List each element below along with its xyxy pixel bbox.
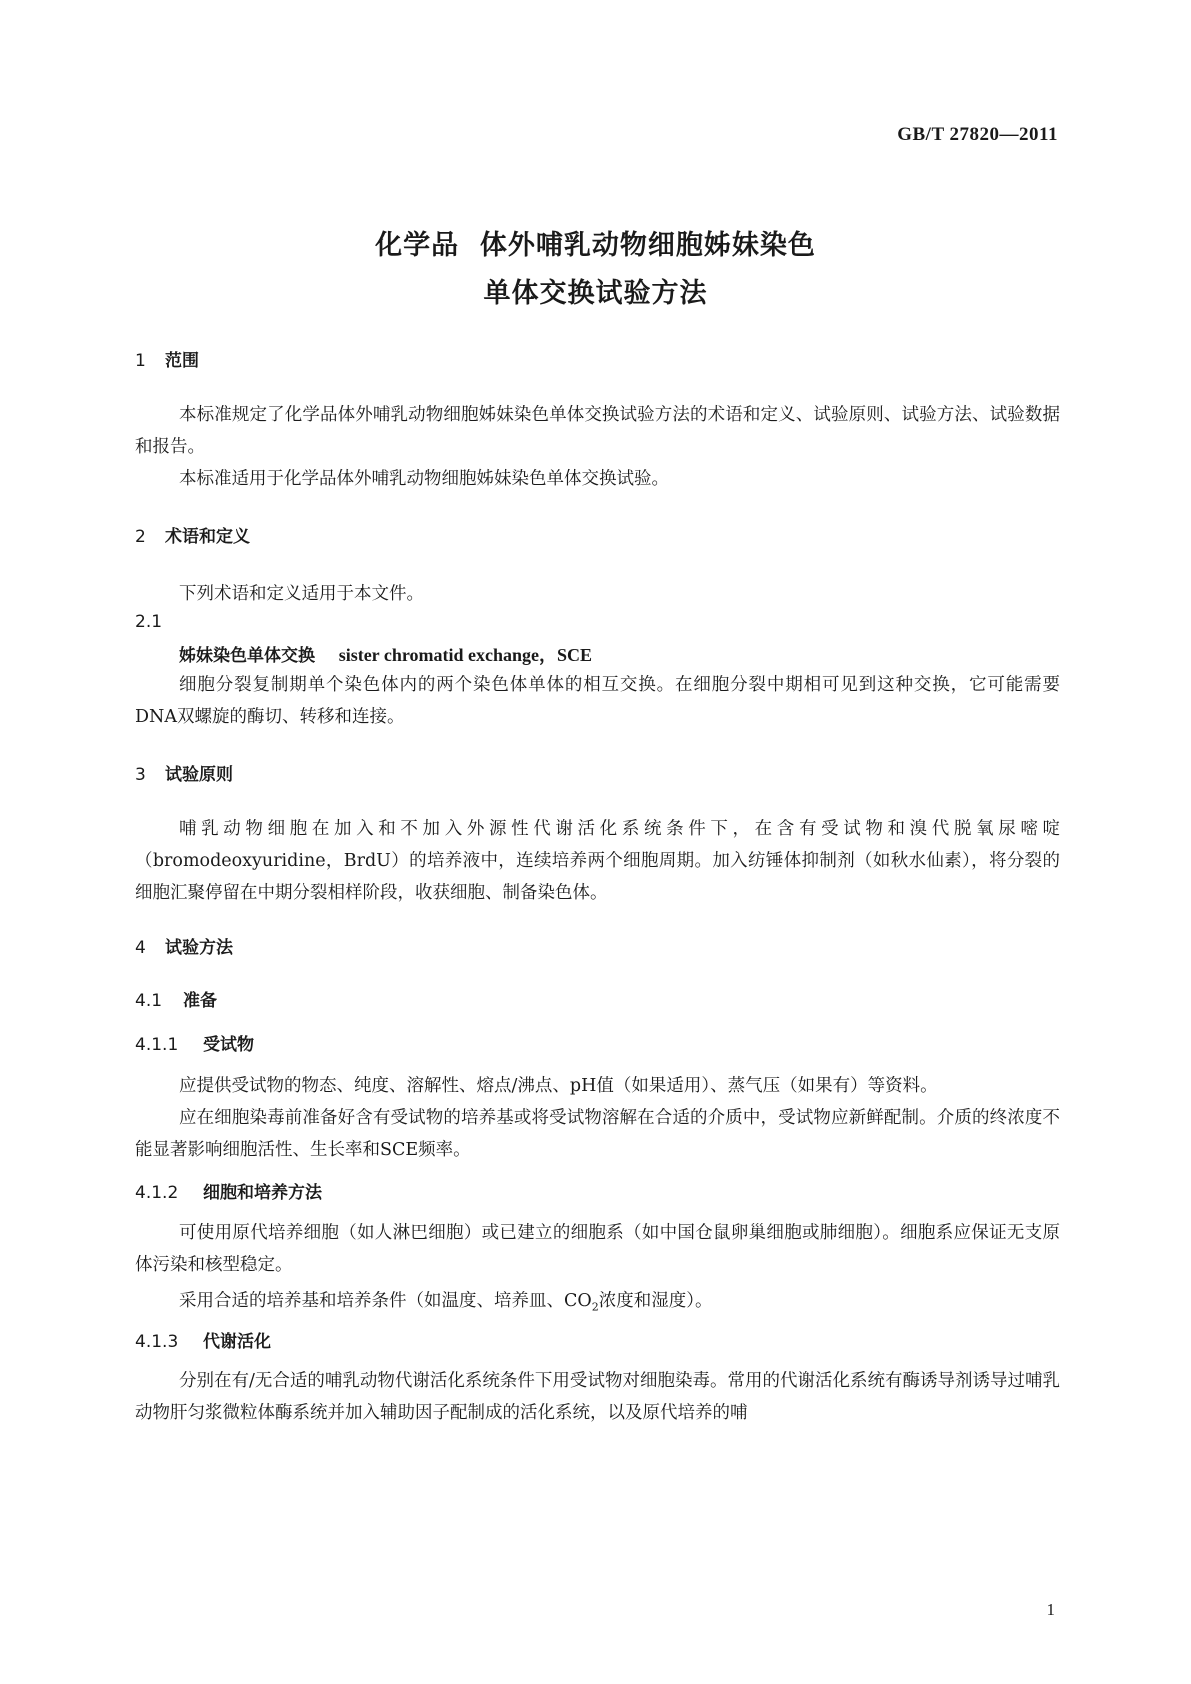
subsection-4-1-3-heading (135, 1327, 271, 1352)
section-4-heading (135, 933, 233, 958)
section-number: 4 (135, 938, 146, 958)
text-run: 采用合适的培养基和培养条件（如温度、培养皿、CO (179, 1291, 592, 1311)
text-run: 浓度和湿度）。 (598, 1291, 713, 1311)
subsection-4-1-1-heading (135, 1030, 254, 1055)
subsection-4-1-heading (135, 986, 217, 1011)
section-title: 范围 (165, 351, 199, 371)
paragraph: 可使用原代培养细胞（如人淋巴细胞）或已建立的细胞系（如中国仓鼠卵巢细胞或肺细胞）。细胞系应保证无支原体污染和核型稳定。 (135, 1223, 1060, 1275)
standard-code: GB/T 27820—2011 (897, 124, 1058, 145)
paragraph: 本标准适用于化学品体外哺乳动物细胞姊妹染色单体交换试验。 (179, 469, 669, 489)
section-title: 准备 (183, 991, 217, 1011)
paragraph: 应提供受试物的物态、纯度、溶解性、熔点/沸点、pH值（如果适用）、蒸气压（如果有）等资料。 (179, 1076, 938, 1096)
term-english: sister chromatid exchange，SCE (338, 645, 593, 665)
section-title: 试验原则 (165, 765, 233, 785)
section-number: 4.1.2 (135, 1183, 179, 1203)
section-2-heading (135, 522, 250, 547)
title-line-2: 单体交换试验方法 (483, 278, 708, 309)
section-number: 4.1 (135, 991, 163, 1011)
section-number: 4.1.3 (135, 1332, 179, 1352)
page-number: 1 (1046, 1600, 1055, 1619)
section-number: 2 (135, 527, 146, 547)
paragraph: 分别在有/无合适的哺乳动物代谢活化系统条件下用受试物对细胞染毒。常用的代谢活化系统有酶诱导剂诱导过哺乳动物肝匀浆微粒体酶系统并加入辅助因子配制成的活化系统，以及原代培养的哺 (135, 1371, 1060, 1423)
subsection-2-1-number: 2.1 (135, 612, 163, 632)
subscript: 2 (591, 1300, 599, 1314)
section-number: 4.1.1 (135, 1035, 179, 1055)
document-title (0, 222, 1191, 318)
paragraph: 下列术语和定义适用于本文件。 (179, 584, 424, 604)
term-entry (179, 641, 592, 667)
subsection-4-1-2-heading (135, 1178, 322, 1203)
title-line-1: 化学品 体外哺乳动物细胞姊妹染色 (375, 230, 816, 261)
section-title: 受试物 (203, 1035, 254, 1055)
section-title: 试验方法 (165, 938, 233, 958)
section-title: 代谢活化 (203, 1332, 271, 1352)
section-title: 术语和定义 (165, 527, 250, 547)
section-title: 细胞和培养方法 (203, 1183, 322, 1203)
section-3-heading (135, 760, 233, 785)
term-definition: 细胞分裂复制期单个染色体内的两个染色体单体的相互交换。在细胞分裂中期相可见到这种交换，它可能需要DNA双螺旋的酶切、转移和连接。 (135, 675, 1060, 727)
paragraph: 本标准规定了化学品体外哺乳动物细胞姊妹染色单体交换试验方法的术语和定义、试验原则、试验方法、试验数据和报告。 (135, 405, 1060, 457)
section-number: 3 (135, 765, 146, 785)
section-number: 1 (135, 351, 146, 371)
paragraph: 应在细胞染毒前准备好含有受试物的培养基或将受试物溶解在合适的介质中，受试物应新鲜配制。介质的终浓度不能显著影响细胞活性、生长率和SCE频率。 (135, 1108, 1060, 1160)
paragraph (179, 1287, 713, 1314)
paragraph: 哺乳动物细胞在加入和不加入外源性代谢活化系统条件下，在含有受试物和溴代脱氧尿嘧啶（bromodeoxyuridine，BrdU）的培养液中，连续培养两个细胞周期。加入纺锤体抑制剂（如秋水仙素），将分裂的细胞汇聚停留在中期分裂相样阶段，收获细胞、制备染色体。 (135, 819, 1060, 903)
term-chinese: 姊妹染色单体交换 (179, 646, 315, 666)
section-1-heading (135, 346, 199, 371)
